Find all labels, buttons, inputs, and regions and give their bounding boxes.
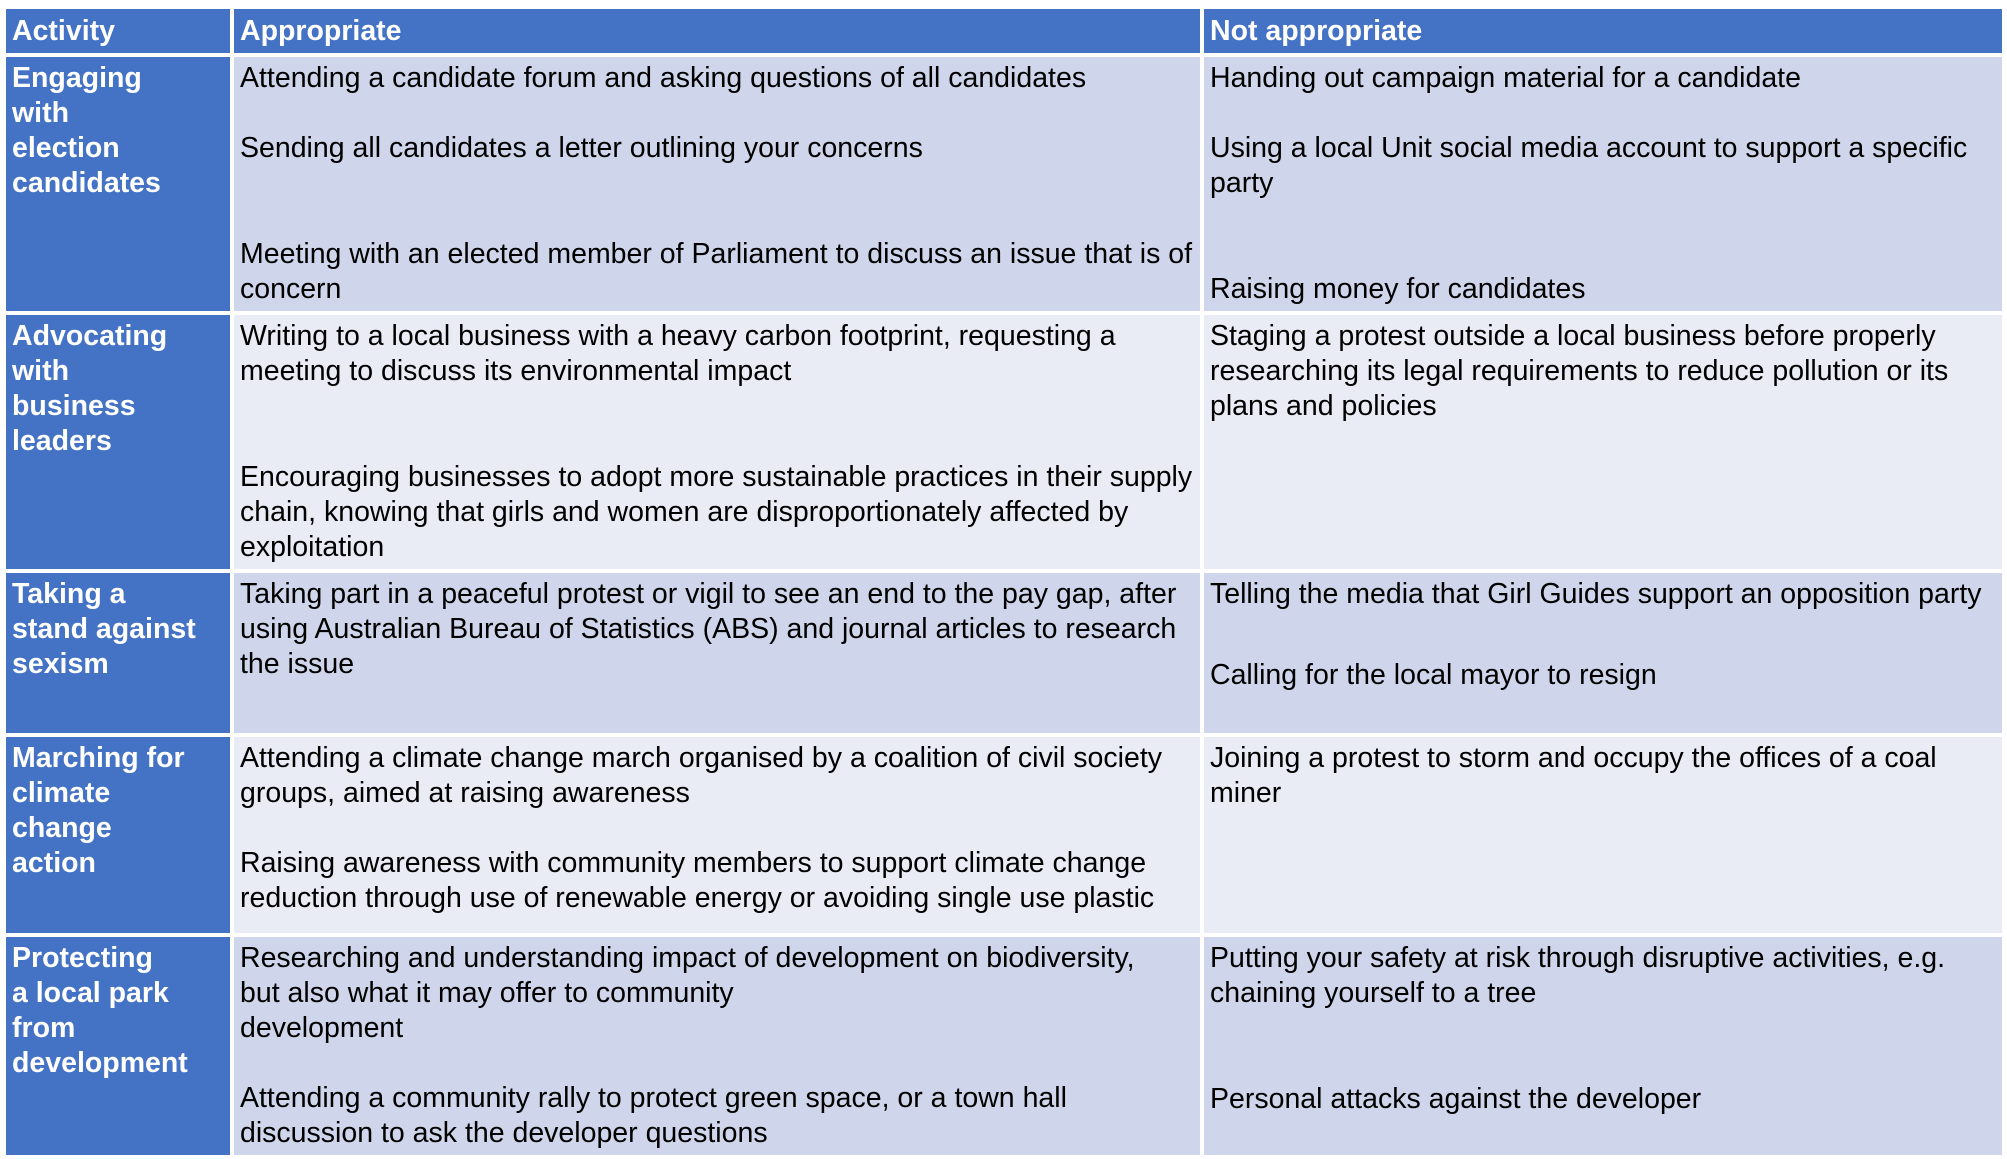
activity-label: Protecting a local park from development bbox=[12, 942, 188, 1079]
appropriate-item: Attending a community rally to protect green space, or a town hall discussion to ask the developer questions bbox=[240, 1082, 1067, 1149]
not-appropriate-item: Raising money for candidates bbox=[1210, 273, 1586, 305]
not-appropriate-cell bbox=[1202, 313, 2004, 571]
activity-label: Marching for climate change action bbox=[12, 742, 185, 879]
activity-cell bbox=[4, 735, 232, 935]
header-activity: Activity bbox=[4, 7, 232, 55]
appropriate-item: Sending all candidates a letter outlining your concerns bbox=[240, 132, 923, 164]
activity-cell bbox=[4, 313, 232, 571]
table-row bbox=[4, 313, 2004, 571]
appropriate-cell bbox=[232, 55, 1202, 313]
appropriate-item: development bbox=[240, 1012, 404, 1044]
appropriate-item: Meeting with an elected member of Parliament to discuss an issue that is of concern bbox=[240, 238, 1193, 305]
appropriate-cell bbox=[232, 313, 1202, 571]
appropriate-cell bbox=[232, 571, 1202, 735]
not-appropriate-cell bbox=[1202, 571, 2004, 735]
not-appropriate-cell bbox=[1202, 735, 2004, 935]
activity-cell bbox=[4, 571, 232, 735]
activity-cell bbox=[4, 935, 232, 1157]
header-row bbox=[4, 7, 2004, 55]
appropriate-cell bbox=[232, 735, 1202, 935]
activity-table bbox=[2, 5, 2006, 1159]
appropriate-item: Attending a candidate forum and asking questions of all candidates bbox=[240, 62, 1087, 94]
appropriate-item: Writing to a local business with a heavy carbon footprint, requesting a meeting to discuss its environmental impact bbox=[240, 320, 1116, 387]
not-appropriate-item: Using a local Unit social media account to support a specific party bbox=[1210, 132, 1968, 199]
not-appropriate-item: Joining a protest to storm and occupy the offices of a coal miner bbox=[1210, 742, 1937, 809]
not-appropriate-item: Putting your safety at risk through disruptive activities, e.g. chaining yourself to a tree bbox=[1210, 942, 1946, 1009]
appropriate-item: Raising awareness with community members to support climate change reduction through use of renewable energy or avoiding single use plastic bbox=[240, 847, 1155, 914]
not-appropriate-cell bbox=[1202, 55, 2004, 313]
header-not-appropriate: Not appropriate bbox=[1202, 7, 2004, 55]
not-appropriate-item: Calling for the local mayor to resign bbox=[1210, 659, 1657, 691]
not-appropriate-cell bbox=[1202, 935, 2004, 1157]
activity-label: Advocating with business leaders bbox=[12, 320, 168, 457]
appropriate-item: Taking part in a peaceful protest or vigil to see an end to the pay gap, after using Australian Bureau of Statistics (ABS) and journal articles to research the issue bbox=[240, 578, 1177, 680]
not-appropriate-item: Handing out campaign material for a candidate bbox=[1210, 62, 1801, 94]
table-row bbox=[4, 935, 2004, 1157]
table-row bbox=[4, 735, 2004, 935]
appropriate-cell bbox=[232, 935, 1202, 1157]
appropriate-item: Encouraging businesses to adopt more sustainable practices in their supply chain, knowing that girls and women are disproportionately affected by exploitation bbox=[240, 461, 1193, 563]
activity-label: Taking a stand against sexism bbox=[12, 578, 196, 680]
activity-label: Engaging with election candidates bbox=[12, 62, 161, 199]
not-appropriate-item: Telling the media that Girl Guides support an opposition party bbox=[1210, 578, 1982, 610]
activity-cell bbox=[4, 55, 232, 313]
appropriate-item: Attending a climate change march organised by a coalition of civil society groups, aimed at raising awareness bbox=[240, 742, 1162, 809]
not-appropriate-item: Personal attacks against the developer bbox=[1210, 1083, 1702, 1115]
not-appropriate-item: Staging a protest outside a local business before properly researching its legal requirements to reduce pollution or its plans and policies bbox=[1210, 320, 1949, 422]
table-row bbox=[4, 55, 2004, 313]
header-appropriate: Appropriate bbox=[232, 7, 1202, 55]
table-row bbox=[4, 571, 2004, 735]
appropriate-item: Researching and understanding impact of development on biodiversity, but also what it may offer to community bbox=[240, 942, 1135, 1009]
